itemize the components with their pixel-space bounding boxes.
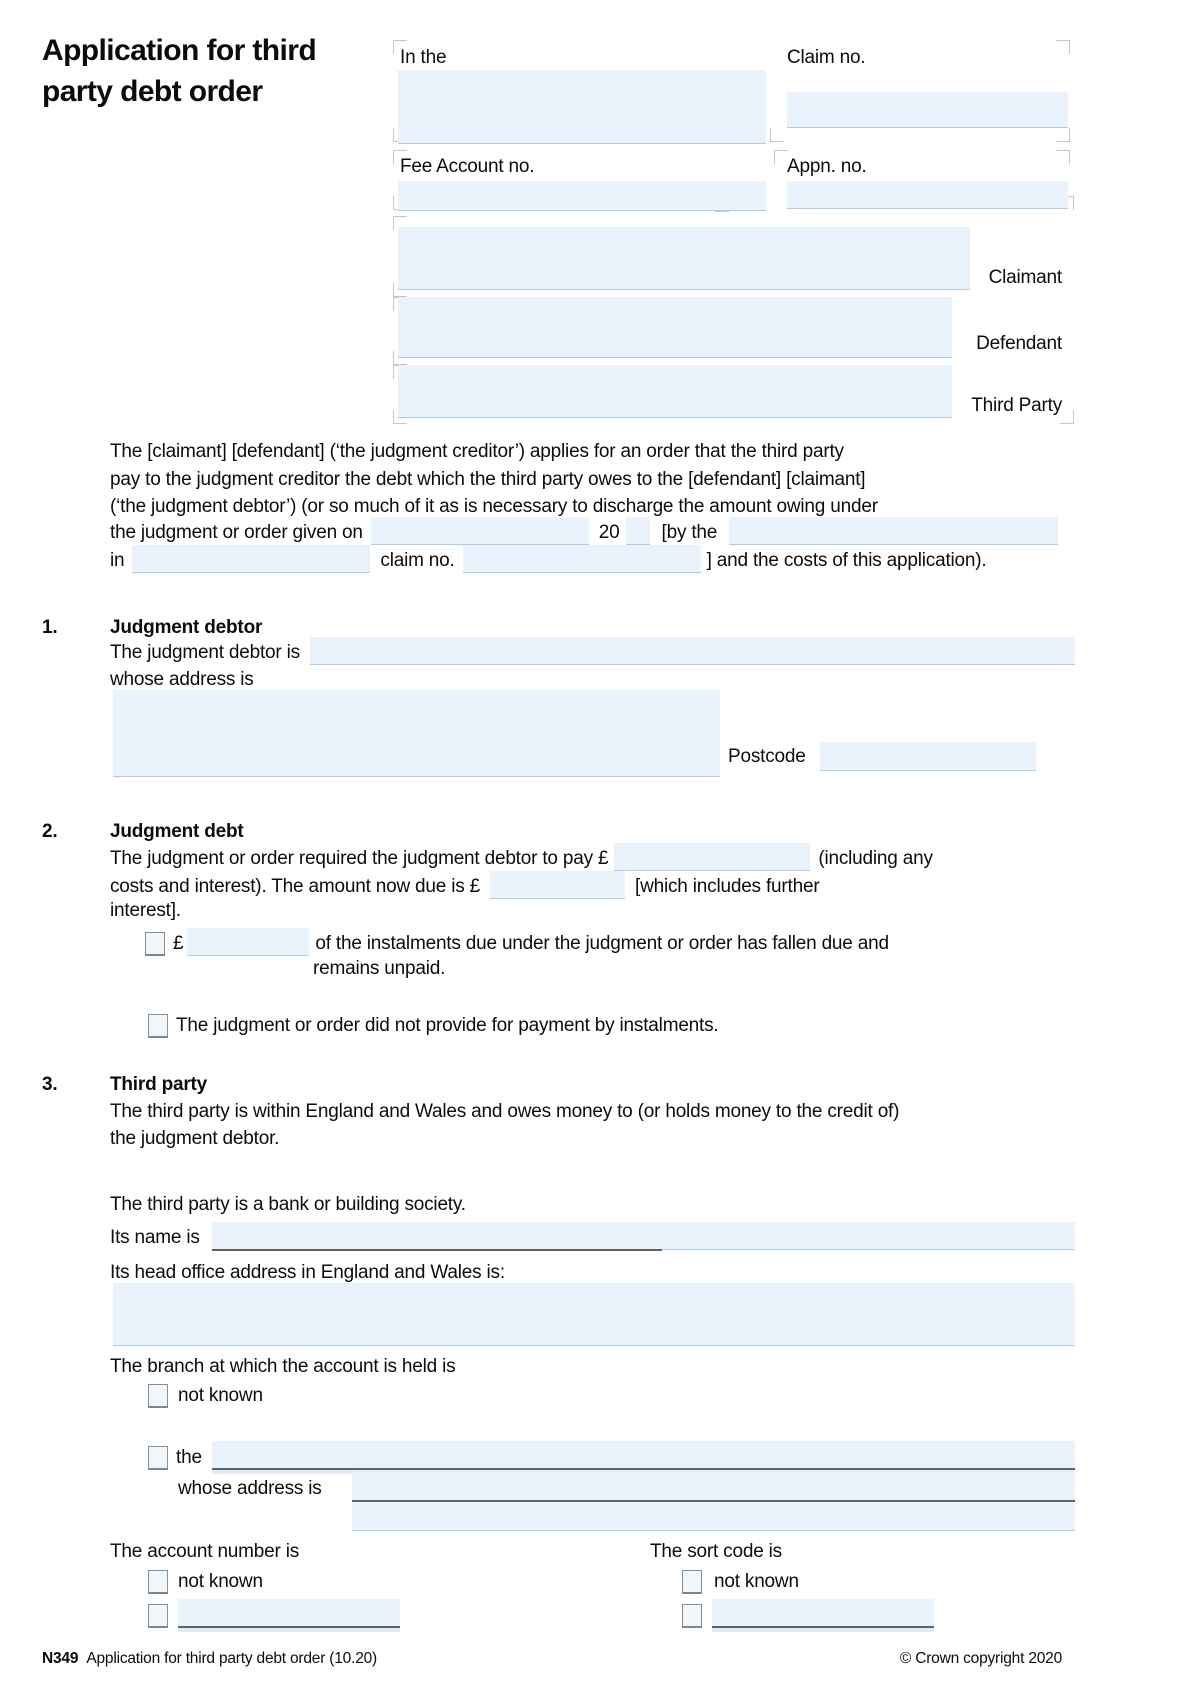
corner-mark	[770, 128, 784, 142]
instalments-text-2: remains unpaid.	[313, 958, 446, 979]
judgment-debt-line-2	[110, 871, 1075, 899]
issuing-court-input[interactable]	[729, 517, 1058, 545]
head-office-address-input[interactable]	[113, 1283, 1075, 1346]
form-code: N349	[42, 1650, 79, 1667]
branch-name-row	[148, 1442, 1075, 1470]
head-office-label: Its head office address in England and Wales is:	[110, 1262, 505, 1283]
judgment-date-input[interactable]	[371, 517, 589, 545]
head-office-row	[110, 1257, 1075, 1285]
bank-society-text: The third party is a bank or building society.	[110, 1194, 466, 1215]
account-number-label: The account number is	[110, 1541, 300, 1562]
section-3-heading: Third party	[110, 1074, 208, 1095]
judgment-debt-line-3: interest].	[110, 900, 181, 921]
bank-name-label: Its name is	[110, 1227, 200, 1248]
court-location-input[interactable]	[132, 545, 370, 573]
sort-not-known-checkbox[interactable]	[682, 1570, 702, 1594]
corner-mark	[1056, 150, 1070, 164]
judgment-debt-line-2-suffix: [which includes further	[635, 876, 820, 897]
branch-not-known-label: not known	[178, 1385, 263, 1406]
no-instalments-text: The judgment or order did not provide for payment by instalments.	[176, 1015, 719, 1036]
intro-line-1: The [claimant] [defendant] (‘the judgment creditor’) applies for an order that the third party	[110, 441, 844, 462]
intro-by-the-text: [by the	[661, 522, 718, 543]
fee-account-no-input[interactable]	[398, 181, 766, 211]
sort-not-known-label: not known	[714, 1571, 799, 1592]
no-instalments-row	[148, 1010, 1075, 1038]
account-not-known-checkbox[interactable]	[148, 1570, 168, 1594]
sort-code-input[interactable]	[712, 1599, 934, 1628]
postcode-label: Postcode	[728, 746, 806, 767]
branch-not-known-row	[148, 1380, 263, 1408]
debtor-address-label: whose address is	[110, 669, 254, 690]
section-2-number: 2.	[42, 821, 58, 842]
bank-name-underline	[212, 1249, 662, 1251]
intro-line-5	[110, 545, 1058, 573]
judgment-debtor-row	[110, 637, 1075, 665]
third-party-label: Third Party	[971, 395, 1062, 416]
defendant-label: Defendant	[976, 333, 1062, 354]
judgment-debt-line-1-suffix: (including any	[818, 848, 933, 869]
account-number-input[interactable]	[178, 1599, 400, 1628]
intro-line-4-text: the judgment or order given on	[110, 522, 363, 543]
judgment-debt-line-2-text: costs and interest). The amount now due is £	[110, 876, 481, 897]
sort-code-label: The sort code is	[650, 1541, 782, 1562]
branch-address-label: whose address is	[178, 1478, 322, 1499]
footer-left	[42, 1649, 377, 1668]
instalments-row	[145, 928, 1075, 956]
instalments-checkbox[interactable]	[145, 932, 165, 956]
postcode-input[interactable]	[820, 742, 1036, 771]
intro-line-4	[110, 517, 1058, 545]
page-title: Application for third party debt order	[42, 34, 317, 108]
sort-code-checkbox[interactable]	[682, 1604, 702, 1628]
corner-mark	[1056, 128, 1070, 142]
branch-label: The branch at which the account is held is	[110, 1356, 456, 1377]
instalments-amount-input[interactable]	[187, 928, 309, 956]
judgment-year-input[interactable]	[626, 517, 650, 545]
branch-name-checkbox[interactable]	[148, 1446, 168, 1470]
section-1-heading: Judgment debtor	[110, 617, 263, 638]
claim-no-label: Claim no.	[787, 47, 866, 68]
defendant-name-input[interactable]	[398, 297, 952, 358]
head-office-input[interactable]	[515, 1258, 1075, 1285]
claim-no-input[interactable]	[787, 92, 1068, 128]
bank-name-row	[110, 1222, 1075, 1250]
intro-year-prefix: 20	[598, 522, 620, 543]
branch-address-input[interactable]	[352, 1471, 1075, 1531]
judgment-debt-line-1-text: The judgment or order required the judgment debtor to pay £	[110, 848, 609, 869]
intro-line-5-suffix: ] and the costs of this application).	[706, 550, 987, 571]
intro-in-text: in	[110, 550, 125, 571]
corner-mark	[1060, 410, 1074, 424]
debtor-address-input[interactable]	[113, 690, 720, 777]
judgment-debtor-label: The judgment debtor is	[110, 642, 300, 663]
judgment-debt-line-1	[110, 843, 1075, 871]
account-number-row	[148, 1600, 400, 1628]
fee-account-no-label: Fee Account no.	[400, 156, 535, 177]
judgment-amount-input[interactable]	[614, 843, 810, 871]
branch-name-input[interactable]	[212, 1441, 1075, 1470]
appn-no-input[interactable]	[787, 181, 1068, 209]
footer-copyright: © Crown copyright 2020	[899, 1650, 1062, 1667]
footer-form-title: Application for third party debt order (10.20)	[86, 1650, 378, 1667]
intro-claim-no-input[interactable]	[463, 545, 701, 573]
court-name-input[interactable]	[398, 70, 766, 144]
claimant-name-input[interactable]	[398, 227, 970, 290]
branch-the-label: the	[176, 1447, 202, 1468]
section-3-number: 3.	[42, 1074, 58, 1095]
section-1-number: 1.	[42, 617, 58, 638]
account-not-known-row	[148, 1566, 263, 1594]
intro-claim-no-text: claim no.	[380, 550, 455, 571]
in-the-label: In the	[400, 47, 447, 68]
instalments-pound-sign: £	[173, 933, 184, 954]
account-number-checkbox[interactable]	[148, 1604, 168, 1628]
amount-due-input[interactable]	[490, 871, 625, 899]
sort-code-row	[682, 1600, 934, 1628]
third-party-line-1: The third party is within England and Wales and owes money to (or holds money to the credit of)	[110, 1101, 900, 1122]
claimant-label: Claimant	[988, 267, 1062, 288]
intro-line-2: pay to the judgment creditor the debt which the third party owes to the [defendant] [claimant]	[110, 469, 866, 490]
intro-line-3: (‘the judgment debtor’) (or so much of it as is necessary to discharge the amount owing under	[110, 496, 878, 517]
judgment-debtor-input[interactable]	[310, 637, 1075, 665]
appn-no-label: Appn. no.	[787, 156, 867, 177]
third-party-name-input[interactable]	[398, 365, 952, 418]
corner-mark	[1056, 40, 1070, 54]
section-2-heading: Judgment debt	[110, 821, 244, 842]
bank-name-input[interactable]	[212, 1222, 1075, 1250]
branch-address-underline	[352, 1500, 1075, 1502]
no-instalments-checkbox[interactable]	[148, 1014, 168, 1038]
sort-not-known-row	[682, 1566, 799, 1594]
corner-mark	[774, 150, 788, 164]
instalments-text: of the instalments due under the judgment or order has fallen due and	[315, 933, 889, 954]
account-not-known-label: not known	[178, 1571, 263, 1592]
branch-not-known-checkbox[interactable]	[148, 1384, 168, 1408]
third-party-line-2: the judgment debtor.	[110, 1128, 280, 1149]
